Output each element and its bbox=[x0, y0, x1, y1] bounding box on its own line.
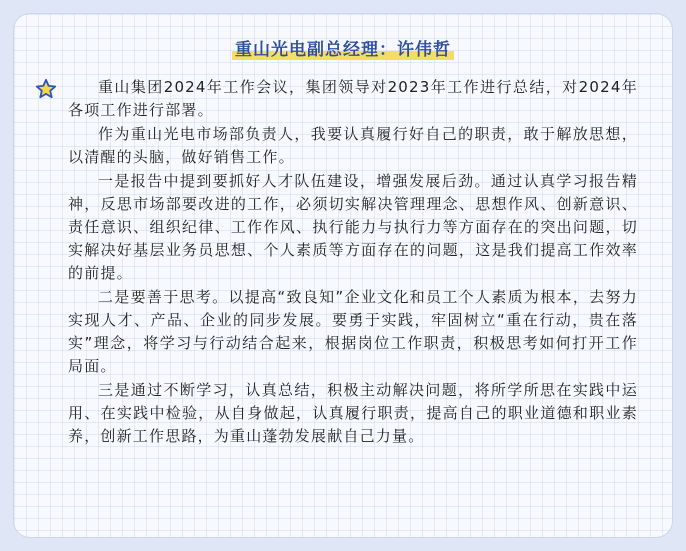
paragraph-responsibility: 作为重山光电市场部负责人，我要认真履行好自己的职责，敢于解放思想，以清醒的头脑，做好销售工作。 bbox=[68, 125, 638, 166]
star-icon bbox=[35, 78, 57, 100]
article-body bbox=[68, 76, 638, 449]
paragraph-point-two: 二是要善于思考。以提高“致良知”企业文化和员工个人素质为根本，去努力实现人才、产品、企业的同步发展。要勇于实践，牢固树立“重在行动，贵在落实”理念，将学习与行动结合起来，根据岗位工作职责，积极思考如何打开工作局面。 bbox=[68, 288, 638, 375]
paragraph-intro: 重山集团2024年工作会议，集团领导对2023年工作进行总结，对2024年各项工作进行部署。 bbox=[68, 78, 638, 119]
article-card bbox=[14, 14, 672, 537]
paragraph-point-one: 一是报告中提到要抓好人才队伍建设，增强发展后劲。通过认真学习报告精神，反思市场部要改进的工作，必须切实解决管理理念、思想作风、创新意识、责任意识、组织纪律、工作作风、执行能力与执行力等方面存在的突出问题，切实解决好基层业务员思想、个人素质等方面存在的问题，这是我们提高工作效率的前提。 bbox=[68, 172, 638, 282]
title-container bbox=[14, 38, 672, 62]
paragraph-point-three: 三是通过不断学习，认真总结，积极主动解决问题，将所学所思在实践中运用、在实践中检验，从自身做起，认真履行职责，提高自己的职业道德和职业素养，创新工作思路，为重山蓬勃发展献自己力量。 bbox=[68, 381, 638, 445]
article-title: 重山光电副总经理：许伟哲 bbox=[232, 38, 454, 62]
